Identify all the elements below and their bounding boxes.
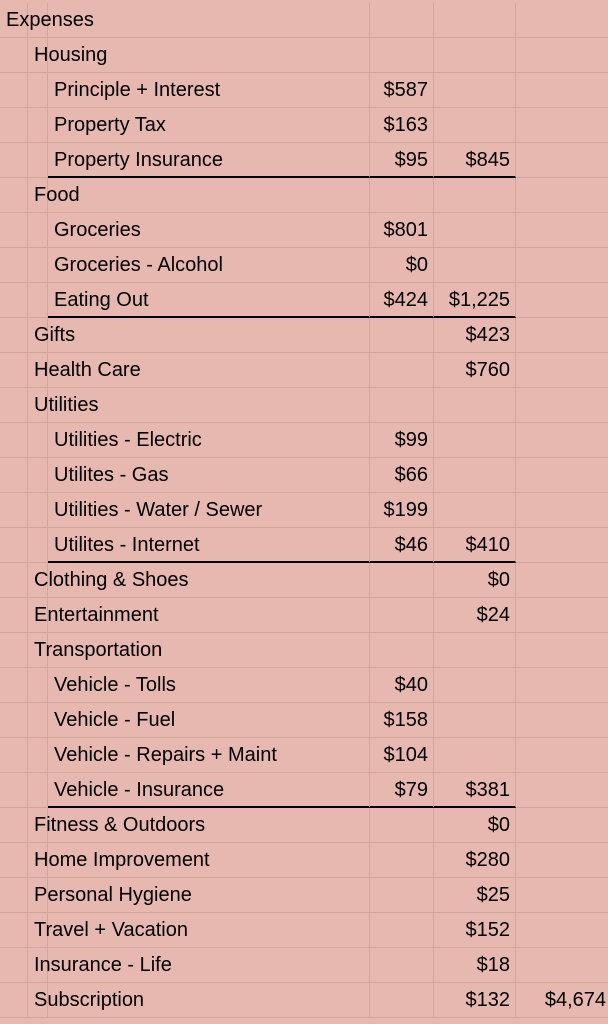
item-amount-cell[interactable] <box>370 983 434 1018</box>
subtotal-cell[interactable] <box>434 38 516 73</box>
subtotal-cell[interactable]: $845 <box>434 143 516 178</box>
subtotal-cell[interactable] <box>434 73 516 108</box>
grand-total-cell[interactable] <box>516 143 608 178</box>
label-column-cell[interactable] <box>0 843 28 878</box>
label-column-cell[interactable] <box>0 178 28 213</box>
subtotal-cell[interactable] <box>434 213 516 248</box>
sheet-row <box>0 108 608 143</box>
sheet-row <box>0 913 608 948</box>
grand-total-cell[interactable]: $4,674 <box>516 983 608 1018</box>
subtotal-cell[interactable] <box>434 458 516 493</box>
sheet-row <box>0 668 608 703</box>
category-label: Fitness & Outdoors <box>34 814 206 836</box>
category-label: Travel + Vacation <box>34 919 188 941</box>
line-item-label: Vehicle - Tolls <box>54 674 176 696</box>
item-amount-cell[interactable]: $158 <box>370 703 434 738</box>
line-item-label: Eating Out <box>54 289 149 311</box>
subtotal-cell[interactable]: $24 <box>434 598 516 633</box>
label-column-cell[interactable] <box>28 143 48 178</box>
label-column-cell[interactable] <box>0 423 28 458</box>
item-amount-cell[interactable] <box>370 563 434 598</box>
line-item-label: Groceries <box>54 219 141 241</box>
subtotal-cell[interactable] <box>434 423 516 458</box>
grand-total-cell[interactable] <box>516 423 608 458</box>
subtotal-cell[interactable] <box>434 668 516 703</box>
label-column-cell[interactable] <box>28 738 48 773</box>
label-column-cell[interactable] <box>0 318 28 353</box>
label-column-cell[interactable] <box>0 528 28 563</box>
grand-total-cell[interactable] <box>516 878 608 913</box>
item-amount-cell[interactable]: $95 <box>370 143 434 178</box>
subtotal-cell[interactable] <box>434 388 516 423</box>
sheet-row <box>0 983 608 1018</box>
label-column-cell[interactable] <box>0 633 28 668</box>
line-item-label: Vehicle - Fuel <box>54 709 176 731</box>
sheet-row <box>0 843 608 878</box>
sheet-row <box>0 808 608 843</box>
item-amount-cell[interactable]: $587 <box>370 73 434 108</box>
subtotal-cell[interactable] <box>434 633 516 668</box>
item-amount-cell[interactable]: $79 <box>370 773 434 808</box>
sheet-row <box>0 283 608 318</box>
subtotal-cell[interactable]: $0 <box>434 563 516 598</box>
grand-total-cell[interactable] <box>516 353 608 388</box>
grand-total-cell[interactable] <box>516 633 608 668</box>
grand-total-cell[interactable] <box>516 248 608 283</box>
label-column-cell[interactable] <box>0 563 28 598</box>
label-column-cell[interactable] <box>0 703 28 738</box>
item-amount-cell[interactable] <box>370 843 434 878</box>
item-amount-cell[interactable]: $801 <box>370 213 434 248</box>
label-column-cell[interactable] <box>48 3 370 38</box>
grand-total-cell[interactable] <box>516 913 608 948</box>
label-column-cell[interactable] <box>0 388 28 423</box>
grand-total-cell[interactable] <box>516 668 608 703</box>
subtotal-cell[interactable]: $410 <box>434 528 516 563</box>
sheet-row <box>0 703 608 738</box>
sheet-row <box>0 948 608 983</box>
item-amount-cell[interactable]: $0 <box>370 248 434 283</box>
label-column-cell[interactable] <box>0 948 28 983</box>
item-amount-cell[interactable] <box>370 598 434 633</box>
category-label: Housing <box>34 44 108 66</box>
grand-total-cell[interactable] <box>516 108 608 143</box>
label-column-cell[interactable] <box>0 493 28 528</box>
label-column-cell[interactable] <box>0 73 28 108</box>
label-column-cell[interactable] <box>28 458 48 493</box>
subtotal-cell[interactable]: $280 <box>434 843 516 878</box>
subtotal-cell[interactable] <box>434 3 516 38</box>
grand-total-cell[interactable] <box>516 493 608 528</box>
item-amount-cell[interactable]: $40 <box>370 668 434 703</box>
label-column-cell[interactable] <box>28 248 48 283</box>
sheet-row <box>0 528 608 563</box>
section-title: Expenses <box>6 9 94 31</box>
item-amount-cell[interactable]: $104 <box>370 738 434 773</box>
sheet-row <box>0 423 608 458</box>
line-item-label: Utilites - Gas <box>54 464 169 486</box>
subtotal-cell[interactable]: $381 <box>434 773 516 808</box>
label-column-cell[interactable] <box>0 108 28 143</box>
line-item-label: Groceries - Alcohol <box>54 254 223 276</box>
category-label: Health Care <box>34 359 141 381</box>
item-amount-cell[interactable] <box>370 3 434 38</box>
sheet-row <box>0 633 608 668</box>
grand-total-cell[interactable] <box>516 598 608 633</box>
label-column-cell[interactable] <box>28 773 48 808</box>
subtotal-cell[interactable] <box>434 738 516 773</box>
subtotal-cell[interactable] <box>434 108 516 143</box>
subtotal-cell[interactable]: $25 <box>434 878 516 913</box>
line-item-label: Utilities - Water / Sewer <box>54 499 263 521</box>
grand-total-cell[interactable] <box>516 703 608 738</box>
line-item-label: Vehicle - Insurance <box>54 779 225 801</box>
item-amount-cell[interactable]: $99 <box>370 423 434 458</box>
label-column-cell[interactable] <box>48 318 370 353</box>
item-amount-cell[interactable] <box>370 948 434 983</box>
sheet-row <box>0 3 608 38</box>
label-column-cell[interactable] <box>28 213 48 248</box>
category-label: Home Improvement <box>34 849 210 871</box>
label-column-cell[interactable] <box>28 423 48 458</box>
sheet-row <box>0 213 608 248</box>
sheet-row <box>0 318 608 353</box>
grand-total-cell[interactable] <box>516 73 608 108</box>
subtotal-cell[interactable]: $18 <box>434 948 516 983</box>
subtotal-cell[interactable] <box>434 493 516 528</box>
sheet-row <box>0 598 608 633</box>
item-amount-cell[interactable] <box>370 38 434 73</box>
label-column-cell[interactable] <box>0 983 28 1018</box>
sheet-row <box>0 458 608 493</box>
sheet-row <box>0 563 608 598</box>
subtotal-cell[interactable]: $423 <box>434 318 516 353</box>
label-column-cell[interactable] <box>28 703 48 738</box>
grand-total-cell[interactable] <box>516 38 608 73</box>
item-amount-cell[interactable] <box>370 808 434 843</box>
grand-total-cell[interactable] <box>516 213 608 248</box>
sheet-row <box>0 878 608 913</box>
line-item-label: Utilites - Internet <box>54 534 200 556</box>
label-column-cell[interactable] <box>0 773 28 808</box>
item-amount-cell[interactable]: $66 <box>370 458 434 493</box>
label-column-cell[interactable] <box>28 73 48 108</box>
label-column-cell[interactable] <box>0 598 28 633</box>
sheet-row <box>0 738 608 773</box>
label-column-cell[interactable] <box>48 178 370 213</box>
line-item-label: Utilities - Electric <box>54 429 202 451</box>
label-column-cell[interactable] <box>0 283 28 318</box>
label-column-cell[interactable] <box>28 668 48 703</box>
sheet-row <box>0 773 608 808</box>
item-amount-cell[interactable] <box>370 878 434 913</box>
grand-total-cell[interactable] <box>516 283 608 318</box>
category-label: Food <box>34 184 80 206</box>
label-column-cell[interactable] <box>0 213 28 248</box>
sheet-row <box>0 143 608 178</box>
sheet-row <box>0 178 608 213</box>
grand-total-cell[interactable] <box>516 808 608 843</box>
label-column-cell[interactable] <box>28 528 48 563</box>
item-amount-cell[interactable] <box>370 178 434 213</box>
subtotal-cell[interactable]: $1,225 <box>434 283 516 318</box>
sheet-row <box>0 248 608 283</box>
label-column-cell[interactable] <box>0 738 28 773</box>
item-amount-cell[interactable]: $163 <box>370 108 434 143</box>
label-column-cell[interactable] <box>28 108 48 143</box>
category-label: Transportation <box>34 639 163 661</box>
label-column-cell[interactable] <box>28 493 48 528</box>
grand-total-cell[interactable] <box>516 178 608 213</box>
grand-total-cell[interactable] <box>516 773 608 808</box>
sheet-row <box>0 388 608 423</box>
line-item-label: Property Insurance <box>54 149 223 171</box>
item-amount-cell[interactable]: $46 <box>370 528 434 563</box>
category-label: Entertainment <box>34 604 159 626</box>
grand-total-cell[interactable] <box>516 948 608 983</box>
label-column-cell[interactable] <box>0 353 28 388</box>
category-label: Subscription <box>34 989 145 1011</box>
sheet-row <box>0 73 608 108</box>
grand-total-cell[interactable] <box>516 843 608 878</box>
category-label: Insurance - Life <box>34 954 172 976</box>
item-amount-cell[interactable] <box>370 913 434 948</box>
subtotal-cell[interactable] <box>434 248 516 283</box>
subtotal-cell[interactable]: $152 <box>434 913 516 948</box>
label-column-cell[interactable] <box>0 143 28 178</box>
label-column-cell[interactable] <box>0 913 28 948</box>
subtotal-cell[interactable] <box>434 703 516 738</box>
grand-total-cell[interactable] <box>516 318 608 353</box>
grand-total-cell[interactable] <box>516 458 608 493</box>
category-label: Personal Hygiene <box>34 884 192 906</box>
subtotal-cell[interactable]: $0 <box>434 808 516 843</box>
grand-total-cell[interactable] <box>516 528 608 563</box>
sheet-row <box>0 38 608 73</box>
sheet-row <box>0 493 608 528</box>
label-column-cell[interactable] <box>0 248 28 283</box>
grand-total-cell[interactable] <box>516 3 608 38</box>
item-amount-cell[interactable] <box>370 318 434 353</box>
subtotal-cell[interactable]: $760 <box>434 353 516 388</box>
item-amount-cell[interactable]: $199 <box>370 493 434 528</box>
line-item-label: Vehicle - Repairs + Maint <box>54 744 277 766</box>
label-column-cell[interactable] <box>0 668 28 703</box>
grand-total-cell[interactable] <box>516 738 608 773</box>
label-column-cell[interactable] <box>0 38 28 73</box>
category-label: Clothing & Shoes <box>34 569 189 591</box>
label-column-cell[interactable] <box>0 808 28 843</box>
label-column-cell[interactable] <box>0 878 28 913</box>
grand-total-cell[interactable] <box>516 563 608 598</box>
label-column-cell[interactable] <box>0 458 28 493</box>
label-column-cell[interactable] <box>28 283 48 318</box>
sheet-row <box>0 353 608 388</box>
item-amount-cell[interactable] <box>370 633 434 668</box>
item-amount-cell[interactable] <box>370 353 434 388</box>
category-label: Gifts <box>34 324 76 346</box>
item-amount-cell[interactable] <box>370 388 434 423</box>
category-label: Utilities <box>34 394 99 416</box>
grand-total-cell[interactable] <box>516 388 608 423</box>
line-item-label: Property Tax <box>54 114 166 136</box>
subtotal-cell[interactable]: $132 <box>434 983 516 1018</box>
line-item-label: Principle + Interest <box>54 79 221 101</box>
subtotal-cell[interactable] <box>434 178 516 213</box>
item-amount-cell[interactable]: $424 <box>370 283 434 318</box>
